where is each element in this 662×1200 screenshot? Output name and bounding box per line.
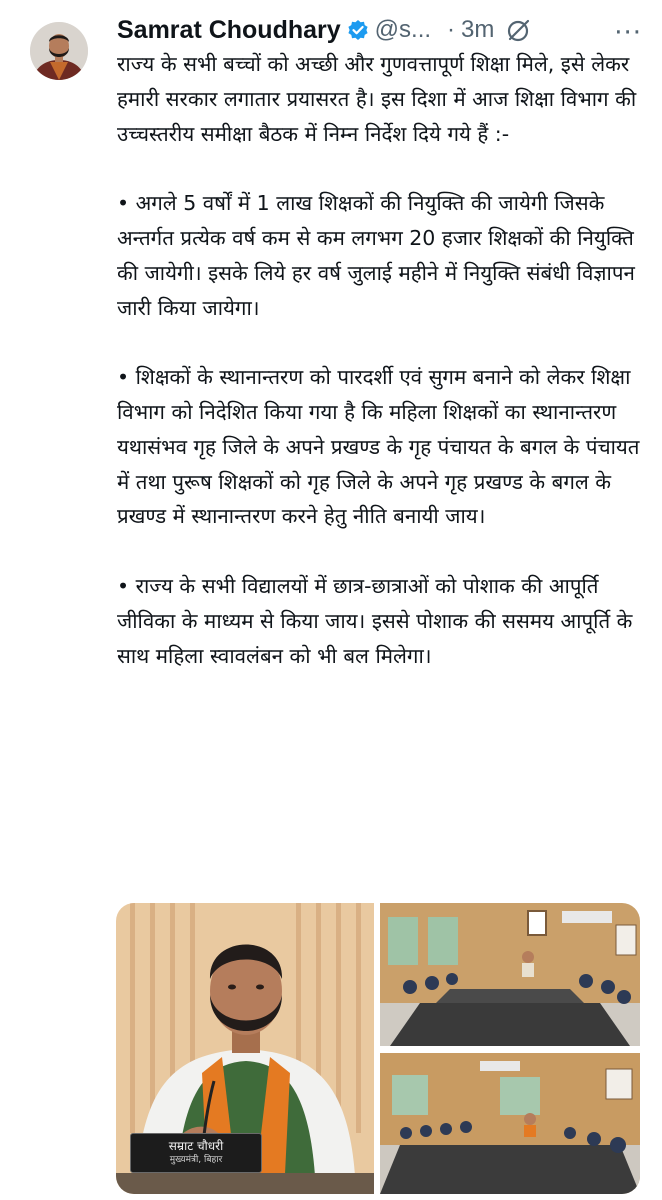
media-photo-portrait[interactable] (116, 903, 374, 1194)
post-text (117, 47, 647, 708)
grok-icon[interactable] (506, 17, 532, 43)
post-media (116, 903, 640, 1194)
nameplate-title: मुख्यमंत्री, बिहार (169, 1155, 223, 1165)
post-time[interactable]: 3m (461, 16, 495, 43)
media-photo-meeting-2[interactable] (380, 1053, 640, 1194)
author-avatar[interactable] (30, 22, 88, 80)
post-paragraph: • अगले 5 वर्षों में 1 लाख शिक्षकों की नियुक्ति की जायेगी जिसके अन्तर्गत प्रत्येक वर्ष कम से कम लगभग 20 हजार शिक्षकों की नियुक्ति की जायेगी। इसके लिये हर वर्ष जुलाई महीने में नियुक्ति संबंधी विज्ञापन जारी किया जायेगा। (117, 191, 635, 320)
author-name[interactable]: Samrat Choudhary (117, 15, 341, 44)
more-icon[interactable]: ··· (614, 18, 642, 48)
post-paragraph: • शिक्षकों के स्थानान्तरण को पारदर्शी एवं सुगम बनाने को लेकर शिक्षा विभाग को निदेशित किया गया है कि महिला शिक्षकों का स्थानान्तरण यथासंभव गृह जिले के अपने प्रखण्ड के गृह पंचायत के बगल के पंचायत में तथा पुरूष शिक्षकों को गृह जिले के अपने गृह प्रखण्ड के बगल के प्रखण्ड में स्थानान्तरण करने हेतु नीति बनायी जाय। (117, 365, 640, 529)
author-handle[interactable]: @s... (374, 16, 432, 43)
media-photo-meeting-1[interactable] (380, 903, 640, 1046)
post-paragraph: • राज्य के सभी विद्यालयों में छात्र-छात्राओं को पोशाक की आपूर्ति जीविका के माध्यम से किया जाय। इससे पोशाक की ससमय आपूर्ति के साथ महिला स्वावलंबन को भी बल मिलेगा। (117, 573, 633, 668)
nameplate (130, 1133, 262, 1173)
post-header (117, 14, 652, 46)
nameplate-name: सम्राट चौधरी (168, 1139, 224, 1153)
verified-badge-icon[interactable] (347, 19, 369, 41)
post-paragraph: राज्य के सभी बच्चों को अच्छी और गुणवत्तापूर्ण शिक्षा मिले, इसे लेकर हमारी सरकार लगातार प्रयासरत है। इस दिशा में आज शिक्षा विभाग की उच्चस्तरीय समीक्षा बैठक में निम्न निर्देश दिये गये हैं :- (117, 52, 637, 146)
separator-dot: · (447, 16, 456, 43)
